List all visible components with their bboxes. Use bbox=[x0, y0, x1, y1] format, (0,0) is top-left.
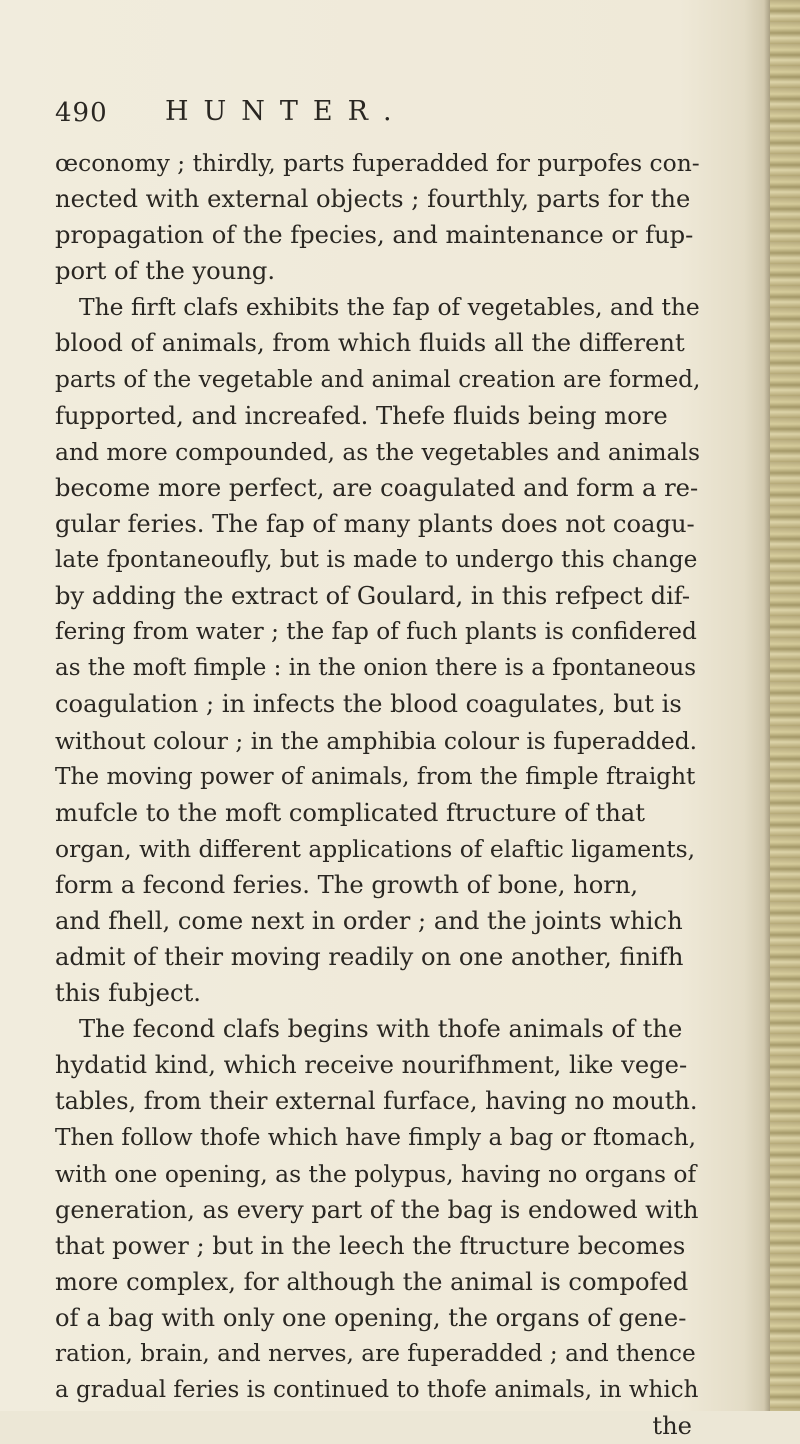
text-line: without colour ; in the amphibia colour is fuperadded. bbox=[55, 726, 698, 755]
text-line: tables, from their external furface, having no mouth. bbox=[55, 1087, 698, 1116]
catchword: the bbox=[652, 1412, 692, 1441]
book-binding bbox=[770, 0, 800, 1411]
paragraph-start-line: The firft clafs exhibits the fap of vegetables, and the bbox=[79, 293, 700, 322]
text-line: and fhell, come next in order ; and the joints which bbox=[55, 906, 683, 935]
text-line: become more perfect, are coagulated and form a re- bbox=[55, 473, 699, 502]
text-line: coagulation ; in infects the blood coagulates, but is bbox=[55, 690, 682, 719]
text-line: admit of their moving readily on one another, finifh bbox=[55, 943, 684, 972]
text-line: a gradual feries is continued to thofe animals, in which bbox=[55, 1377, 699, 1404]
text-line: Then follow thofe which have fimply a bag or ftomach, bbox=[55, 1123, 696, 1151]
text-line: late fpontaneoufly, but is made to undergo this change bbox=[55, 546, 698, 574]
text-line: by adding the extract of Goulard, in this refpect dif- bbox=[55, 582, 691, 611]
text-line: nected with external objects ; fourthly, parts for the bbox=[55, 185, 691, 214]
text-line: form a fecond feries. The growth of bone, horn, bbox=[55, 870, 639, 899]
text-line: fupported, and increafed. Thefe fluids being more bbox=[55, 401, 668, 430]
text-line: of a bag with only one opening, the organs of gene- bbox=[55, 1304, 687, 1332]
text-line: mufcle to the moft complicated ftructure of that bbox=[55, 798, 645, 827]
body-text bbox=[55, 145, 700, 1444]
text-line: more complex, for although the animal is compofed bbox=[55, 1267, 689, 1296]
page-header bbox=[55, 96, 695, 132]
text-line: fering from water ; the fap of fuch plants is confidered bbox=[55, 618, 697, 646]
text-line: blood of animals, from which fluids all the different bbox=[55, 329, 685, 358]
text-line: generation, as every part of the bag is endowed with bbox=[55, 1195, 699, 1224]
text-line: parts of the vegetable and animal creation are formed, bbox=[55, 365, 701, 393]
text-line: propagation of the fpecies, and maintenance or fup- bbox=[55, 221, 694, 250]
text-line: that power ; but in the leech the ftructure becomes bbox=[55, 1231, 686, 1260]
text-line: as the moft fimple : in the onion there is a fpontaneous bbox=[55, 655, 697, 682]
text-line: ration, brain, and nerves, are fuperadded ; and thence bbox=[55, 1340, 696, 1368]
text-line: The moving power of animals, from the fimple ftraight bbox=[55, 762, 696, 790]
text-line: œconomy ; thirdly, parts fuperadded for purpofes con- bbox=[55, 149, 700, 177]
text-line: port of the young. bbox=[55, 257, 276, 286]
text-line: with one opening, as the polypus, having no organs of bbox=[55, 1159, 697, 1188]
page-number: 490 bbox=[55, 98, 108, 128]
running-head: HUNTER. bbox=[165, 96, 407, 127]
text-line: hydatid kind, which receive nourifhment, like vege- bbox=[55, 1051, 688, 1080]
text-line: this fubject. bbox=[55, 979, 201, 1008]
text-line: gular feries. The fap of many plants does not coagu- bbox=[55, 509, 695, 538]
text-line: and more compounded, as the vegetables and animals bbox=[55, 437, 700, 466]
paragraph-start-line: The fecond clafs begins with thofe animals of the bbox=[79, 1015, 683, 1044]
text-line: organ, with different applications of elaftic ligaments, bbox=[55, 834, 696, 863]
